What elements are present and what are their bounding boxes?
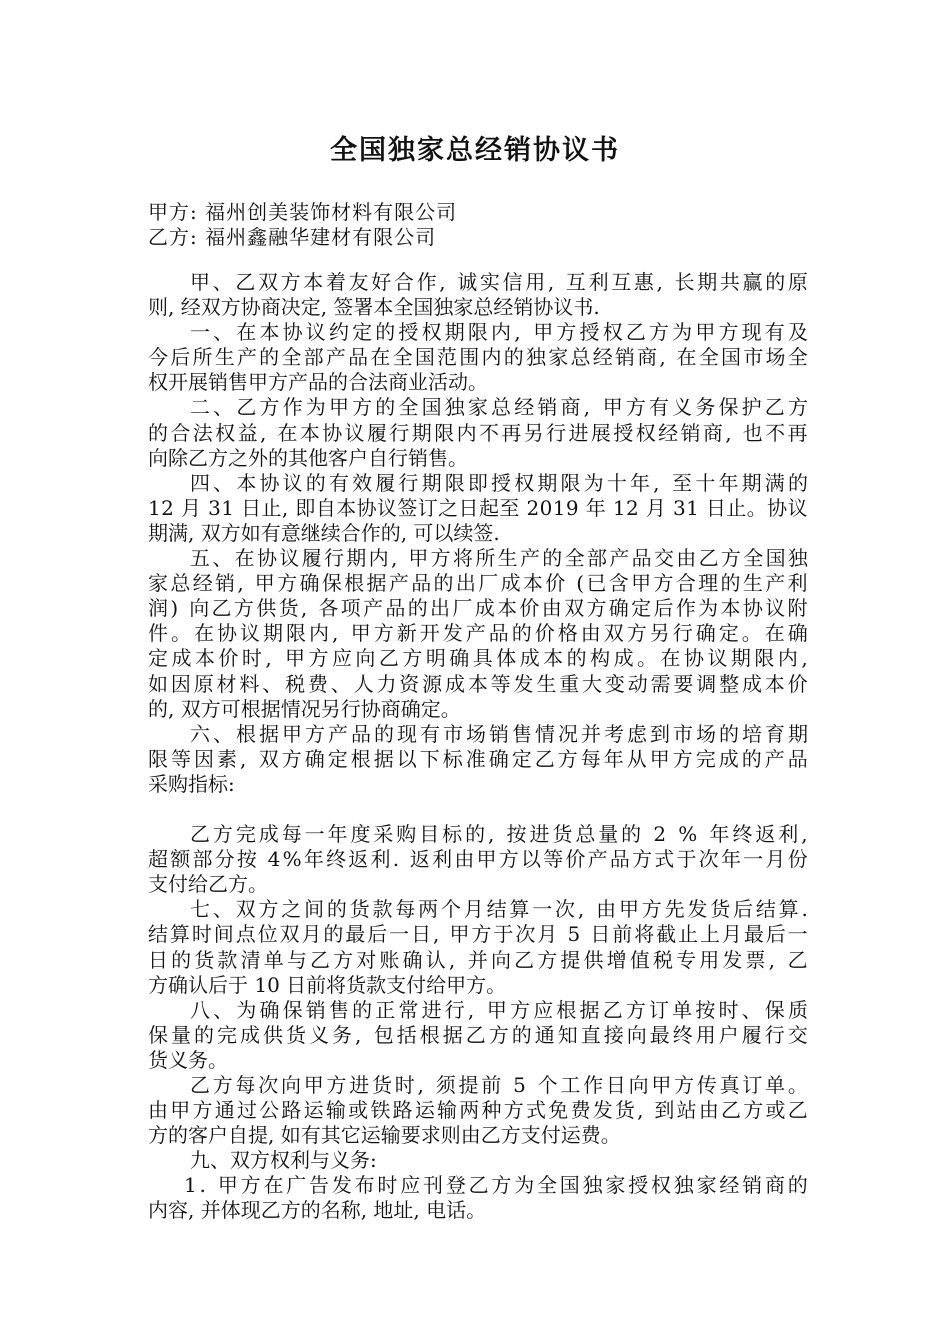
text-line: 结 算 时 间 点 位 双 月 的 最 后 一 日 , 甲 方 于 次 月 5 日 前 将 截 止 上 月 最 后 一: [148, 922, 808, 947]
text-line: 的 合 法 权 益 , 在 本 协 议 履 行 期 限 内 不 再 另 行 进 展 授 权 经 销 商 , 也 不 再: [148, 420, 808, 445]
text-line: 一 、 在 本 协 议 约 定 的 授 权 期 限 内 , 甲 方 授 权 乙 方 为 甲 方 现 有 及: [190, 320, 808, 345]
party-a-line: 甲方: 福州创美装饰材料有限公司: [148, 200, 458, 224]
text-line: 方的客户自提, 如有其它运输要求则由乙方支付运费。: [148, 1123, 621, 1148]
text-line: 方确认后于 10 日前将货款支付给甲方。: [148, 972, 507, 997]
text-line: 件 。 在 协 议 期 限 内 , 甲 方 新 开 发 产 品 的 价 格 由 双 方 另 行 确 定 。 在 确: [148, 621, 808, 646]
party-b-line: 乙方: 福州鑫融华建材有限公司: [148, 225, 437, 249]
text-line: 八 、 为 确 保 销 售 的 正 常 进 行 , 甲 方 应 根 据 乙 方 订 单 按 时 、 保 质: [190, 997, 808, 1022]
text-line: 期满, 双方如有意继续合作的, 可以续签.: [148, 520, 500, 545]
text-line: 六 、 根 据 甲 方 产 品 的 现 有 市 场 销 售 情 况 并 考 虑 到 市 场 的 培 育 期: [190, 721, 808, 746]
text-line: 九、双方权利与义务:: [190, 1148, 377, 1173]
agreement-body: [148, 270, 808, 1224]
text-line: 乙 方 完 成 每 一 年 度 采 购 目 标 的 , 按 进 货 总 量 的 2 % 年 终 返 利 ,: [190, 822, 808, 847]
text-line: 家 总 经 销 , 甲 方 确 保 根 据 产 品 的 出 厂 成 本 价 ( 已 含 甲 方 合 理 的 生 产 利: [148, 571, 808, 596]
text-line: 定 成 本 价 时 , 甲 方 应 向 乙 方 明 确 具 体 成 本 的 构 成 。 在 协 议 期 限 内 ,: [148, 646, 808, 671]
text-line: 甲 、 乙 双 方 本 着 友 好 合 作 , 诚 实 信 用 , 互 利 互 惠 , 长 期 共 赢 的 原: [190, 270, 808, 294]
text-line: 四 、 本 协 议 的 有 效 履 行 期 限 即 授 权 期 限 为 十 年 , 至 十 年 期 满 的: [190, 470, 808, 495]
text-line: 保 量 的 完 成 供 货 义 务 , 包 括 根 据 乙 方 的 通 知 直 接 向 最 终 用 户 履 行 交: [148, 1022, 808, 1047]
text-line: 1 2 月 3 1 日 止 , 即 自 本 协 议 签 订 之 日 起 至 2 0 1 9 年 1 2 月 3 1 日 止 。 协 议: [148, 495, 808, 520]
text-line: 如 因 原 材 料 、 税 费 、 人 力 资 源 成 本 等 发 生 重 大 变 动 需 要 调 整 成 本 价: [148, 671, 808, 696]
text-line: 七 、 双 方 之 间 的 货 款 每 两 个 月 结 算 一 次 , 由 甲 方 先 发 货 后 结 算 .: [190, 897, 808, 922]
text-line: 支付给乙方。: [148, 872, 268, 897]
text-line: 润 ) 向 乙 方 供 货 , 各 项 产 品 的 出 厂 成 本 价 由 双 方 确 定 后 作 为 本 协 议 附: [148, 596, 808, 621]
text-line: 1 . 甲 方 在 广 告 发 布 时 应 刊 登 乙 方 为 全 国 独 家 授 权 独 家 经 销 商 的: [184, 1173, 808, 1198]
text-line: 向除乙方之外的其他客户自行销售。: [148, 445, 468, 470]
page-title: 全国独家总经销协议书: [330, 135, 620, 166]
text-line: 采购指标:: [148, 771, 235, 796]
text-line: 内容, 并体现乙方的名称, 地址, 电话。: [148, 1198, 487, 1223]
text-line: 超 额 部 分 按 4 % 年 终 返 利 . 返 利 由 甲 方 以 等 价 产 品 方 式 于 次 年 一 月 份: [148, 847, 808, 872]
text-line: 则, 经双方协商决定, 签署本全国独家总经销协议书.: [148, 295, 600, 320]
text-line: 限 等 因 素 , 双 方 确 定 根 据 以 下 标 准 确 定 乙 方 每 年 从 甲 方 完 成 的 产 品: [148, 746, 808, 771]
blank-line: [148, 797, 808, 822]
text-line: 货义务。: [148, 1047, 228, 1072]
text-line: 今 后 所 生 产 的 全 部 产 品 在 全 国 范 围 内 的 独 家 总 经 销 商 , 在 全 国 市 场 全: [148, 345, 808, 370]
text-line: 日 的 货 款 清 单 与 乙 方 对 账 确 认 , 并 向 乙 方 提 供 增 值 税 专 用 发 票 , 乙: [148, 947, 808, 972]
text-line: 五 、 在 协 议 履 行 期 内 , 甲 方 将 所 生 产 的 全 部 产 品 交 由 乙 方 全 国 独: [190, 546, 808, 571]
text-line: 二 、 乙 方 作 为 甲 方 的 全 国 独 家 总 经 销 商 , 甲 方 有 义 务 保 护 乙 方: [190, 395, 808, 420]
text-line: 权开展销售甲方产品的合法商业活动。: [148, 370, 488, 395]
text-line: 乙 方 每 次 向 甲 方 进 货 时 , 须 提 前 5 个 工 作 日 向 甲 方 传 真 订 单 。: [190, 1073, 808, 1097]
text-line: 由 甲 方 通 过 公 路 运 输 或 铁 路 运 输 两 种 方 式 免 费 发 货 , 到 站 由 乙 方 或 乙: [148, 1098, 808, 1123]
text-line: 的, 双方可根据情况另行协商确定。: [148, 696, 461, 721]
